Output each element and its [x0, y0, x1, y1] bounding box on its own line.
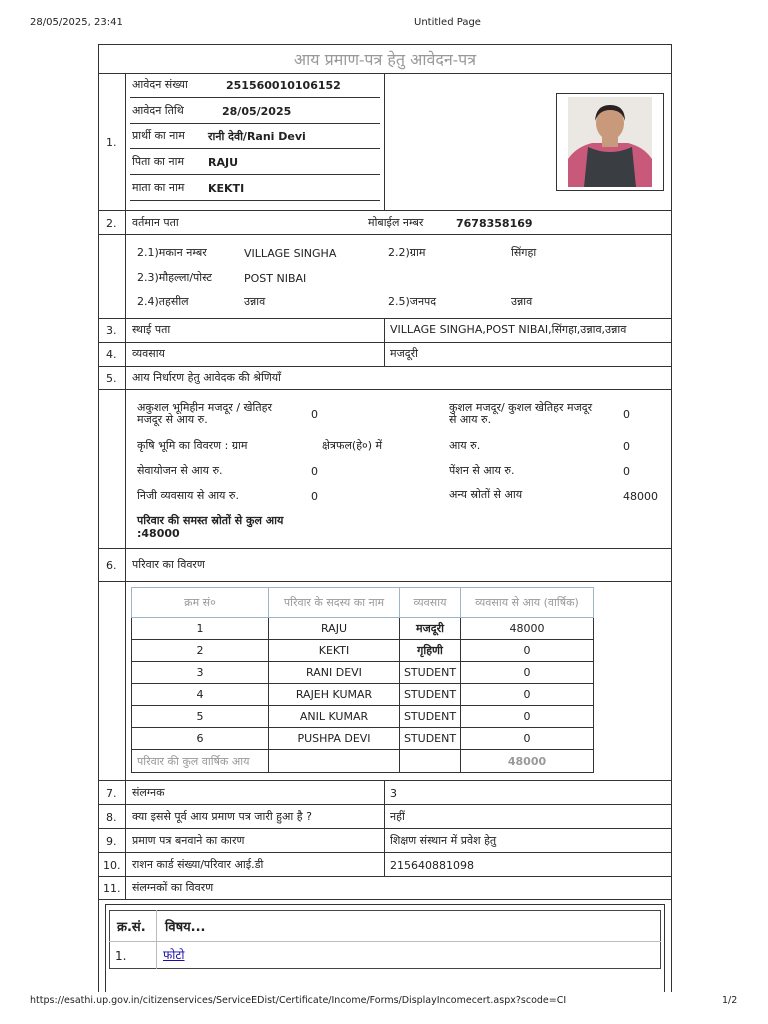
village-label: 2.2)ग्राम: [388, 246, 426, 259]
print-datetime: 28/05/2025, 23:41: [30, 17, 123, 28]
certificate-reason-value: शिक्षण संस्थान में प्रवेश हेतु: [390, 834, 497, 847]
income-categories-label: आय निर्धारण हेतु आवेदक की श्रेणियाँ: [132, 371, 281, 384]
row-serial: 1: [132, 618, 269, 640]
row-income: 0: [461, 728, 594, 750]
business-income-value: 0: [311, 490, 318, 503]
row-occupation: STUDENT: [400, 728, 461, 750]
section-7-number: 7.: [106, 787, 117, 800]
section-6-number: 6.: [106, 559, 117, 572]
district-label: 2.5)जनपद: [388, 295, 437, 308]
attachment-col-subject: विषय...: [165, 920, 206, 935]
pension-income-label: पेंशन से आय रु.: [449, 464, 515, 477]
table-row: [132, 662, 594, 684]
table-row: [132, 684, 594, 706]
page-url: https://esathi.up.gov.in/citizenservices/ServiceEDist/Certificate/Income/Forms/DisplayIncomecert.aspx?scode=CI: [30, 995, 567, 1006]
row-member-name: RAJU: [269, 618, 400, 640]
father-name-value: RAJU: [208, 156, 239, 169]
row-serial: 5: [132, 706, 269, 728]
form-title: आय प्रमाण-पत्र हेतु आवेदन-पत्र: [293, 50, 477, 69]
permanent-address-value: VILLAGE SINGHA,POST NIBAI,सिंगहा,उन्नाव,उन्नाव: [390, 323, 627, 336]
attachment-row-serial: 1.: [115, 949, 127, 963]
application-number-label: आवेदन संख्या: [132, 78, 188, 91]
agri-area-label: क्षेत्रफल(हे०) में: [322, 439, 383, 452]
tehsil-value: उन्नाव: [244, 295, 266, 308]
row-income: 0: [461, 684, 594, 706]
unskilled-income-label-line2: मजदूर से आय रु.: [137, 413, 208, 426]
section-4-number: 4.: [106, 348, 117, 361]
service-income-value: 0: [311, 465, 318, 478]
row-occupation: STUDENT: [400, 684, 461, 706]
skilled-income-label-line2: से आय रु.: [449, 413, 492, 426]
family-table: [131, 587, 594, 773]
row-income: 0: [461, 706, 594, 728]
table-total-row: [132, 750, 594, 773]
table-row: [132, 706, 594, 728]
total-income-value: 48000: [461, 750, 594, 773]
section-3-number: 3.: [106, 324, 117, 337]
row-income: 0: [461, 662, 594, 684]
row-occupation: मजदूरी: [400, 618, 461, 640]
row-member-name: RANI DEVI: [269, 662, 400, 684]
page-number: 1/2: [722, 995, 738, 1006]
row-income: 0: [461, 640, 594, 662]
row-member-name: ANIL KUMAR: [269, 706, 400, 728]
person-photo-icon: [568, 97, 652, 187]
previous-certificate-label: क्या इससे पूर्व आय प्रमाण पत्र जारी हुआ है ?: [132, 810, 312, 823]
agri-land-label: कृषि भूमि का विवरण : ग्राम: [137, 439, 248, 452]
section-9-number: 9.: [106, 835, 117, 848]
row-income: 48000: [461, 618, 594, 640]
certificate-reason-label: प्रमाण पत्र बनवाने का कारण: [132, 834, 245, 847]
ration-card-value: 215640881098: [390, 859, 474, 872]
father-name-label: पिता का नाम: [132, 155, 185, 168]
occupation-value: मजदूरी: [390, 347, 418, 360]
section-5-number: 5.: [106, 372, 117, 385]
print-page-title: Untitled Page: [414, 17, 481, 28]
district-value: उन्नाव: [511, 295, 533, 308]
current-address-label: वर्तमान पता: [132, 216, 179, 229]
permanent-address-label: स्थाई पता: [132, 323, 171, 336]
attachment-photo-link[interactable]: फोटो: [163, 948, 185, 962]
attachments-value: 3: [390, 787, 397, 800]
section-10-number: 10.: [103, 859, 121, 872]
total-income-label: परिवार की कुल वार्षिक आय: [132, 750, 269, 773]
skilled-income-label-line1: कुशल मजदूर/ कुशल खेतिहर मजदूर: [449, 401, 593, 414]
table-row: [132, 728, 594, 750]
agri-income-label: आय रु.: [449, 439, 481, 452]
other-income-label: अन्य स्रोतों से आय: [449, 488, 523, 501]
applicant-photo: [568, 97, 652, 187]
row-occupation: STUDENT: [400, 662, 461, 684]
attachment-col-serial: क्र.सं.: [117, 920, 146, 935]
mobile-label: मोबाईल नम्बर: [368, 216, 424, 229]
row-member-name: KEKTI: [269, 640, 400, 662]
pension-income-value: 0: [623, 465, 630, 478]
skilled-income-value: 0: [623, 408, 630, 421]
application-number-value: 251560010106152: [226, 79, 341, 92]
row-occupation: STUDENT: [400, 706, 461, 728]
row-serial: 6: [132, 728, 269, 750]
attachments-label: संलग्नक: [132, 786, 165, 799]
col-header-occupation: व्यवसाय: [400, 588, 461, 618]
row-serial: 3: [132, 662, 269, 684]
section-8-number: 8.: [106, 811, 117, 824]
village-value: सिंगहा: [511, 246, 537, 259]
other-income-value: 48000: [623, 490, 658, 503]
applicant-name-label: प्रार्थी का नाम: [132, 129, 185, 142]
application-date-label: आवेदन तिथि: [132, 104, 184, 117]
tehsil-label: 2.4)तहसील: [137, 295, 189, 308]
total-family-income-label: परिवार की समस्त स्रोतों से कुल आय: [137, 514, 284, 527]
house-number-value: VILLAGE SINGHA: [244, 247, 337, 260]
row-serial: 2: [132, 640, 269, 662]
row-serial: 4: [132, 684, 269, 706]
unskilled-income-label-line1: अकुशल भूमिहीन मजदूर / खेतिहर: [137, 401, 272, 414]
mohalla-post-label: 2.3)मौहल्ला/पोस्ट: [137, 271, 212, 284]
applicant-name-value: रानी देवी/Rani Devi: [208, 130, 306, 143]
mother-name-label: माता का नाम: [132, 181, 185, 194]
row-occupation: गृहिणी: [400, 640, 461, 662]
agri-income-value: 0: [623, 440, 630, 453]
business-income-label: निजी व्यवसाय से आय रु.: [137, 489, 240, 502]
row-member-name: RAJEH KUMAR: [269, 684, 400, 706]
house-number-label: 2.1)मकान नम्बर: [137, 246, 207, 259]
table-row: [132, 618, 594, 640]
table-row: [132, 640, 594, 662]
col-header-occupation-income: व्यवसाय से आय (वार्षिक): [461, 588, 594, 618]
section-2-number: 2.: [106, 217, 117, 230]
occupation-label: व्यवसाय: [132, 347, 165, 360]
col-header-member-name: परिवार के सदस्य का नाम: [269, 588, 400, 618]
mohalla-post-value: POST NIBAI: [244, 272, 307, 285]
total-family-income-value: :48000: [137, 527, 180, 540]
application-date-value: 28/05/2025: [222, 105, 292, 118]
service-income-label: सेवायोजन से आय रु.: [137, 464, 223, 477]
mother-name-value: KEKTI: [208, 182, 245, 195]
previous-certificate-value: नहीं: [390, 810, 405, 823]
col-header-serial: क्रम सं०: [132, 588, 269, 618]
section-11-number: 11.: [103, 882, 121, 895]
ration-card-label: राशन कार्ड संख्या/परिवार आई.डी: [132, 858, 264, 871]
row-member-name: PUSHPA DEVI: [269, 728, 400, 750]
attachment-details-label: संलग्नकों का विवरण: [132, 881, 214, 894]
section-1-number: 1.: [106, 136, 117, 149]
unskilled-income-value: 0: [311, 408, 318, 421]
mobile-value: 7678358169: [456, 217, 533, 230]
family-details-label: परिवार का विवरण: [132, 558, 205, 571]
